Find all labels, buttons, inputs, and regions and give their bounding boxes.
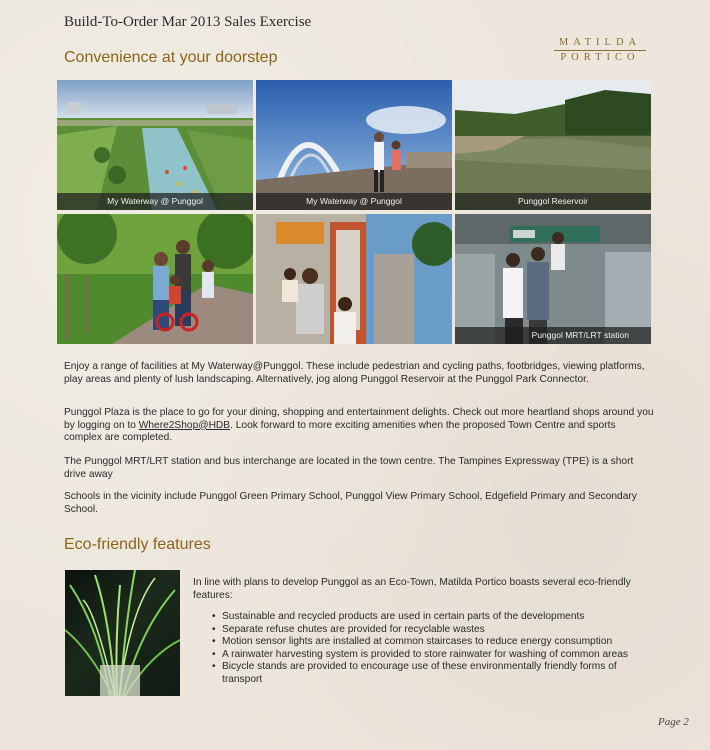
eco-feature-item: • Sustainable and recycled products are used in certain parts of the developments: [212, 611, 652, 624]
matilda-portico-logo: [554, 37, 646, 63]
waterway-aerial-image: [57, 80, 253, 210]
eco-intro-text: In line with plans to develop Punggol as an Eco-Town, Matilda Portico boasts several eco-friendly features:: [193, 577, 631, 601]
eco-feature-item: • Bicycle stands are provided to encourage use of these environmentally friendly forms of transport: [212, 661, 652, 686]
grass-plant-illustration: [65, 570, 180, 696]
photo-family-park: [57, 214, 253, 344]
family-park-image: [57, 214, 253, 344]
paragraph-transport: The Punggol MRT/LRT station and bus interchange are located in the town centre. The Tampines Expressway (TPE) is a short drive away: [64, 456, 634, 480]
logo-line-1: MATILDA: [554, 37, 646, 51]
eco-feature-item: • A rainwater harvesting system is provided to store rainwater for washing of common areas: [212, 649, 652, 662]
waterway-bridge-image: [256, 80, 452, 210]
reservoir-image: [455, 80, 651, 210]
eco-feature-item: • Separate refuse chutes are provided for recyclable wastes: [212, 624, 652, 637]
eco-feature-list: [212, 611, 652, 687]
photo-punggol-plaza: [256, 214, 452, 344]
mrt-station-image: [455, 214, 651, 344]
paragraph-waterway: Enjoy a range of facilities at My Waterway@Punggol. These include pedestrian and cycling paths, footbridges, viewing platforms, play areas and plenty of lush landscaping. Alternatively, jog along Punggol Reservoir at the Punggol Park Connector.: [64, 361, 645, 385]
where2shop-link[interactable]: Where2Shop@HDB: [138, 419, 231, 431]
photo-grid: [57, 80, 651, 344]
photo-caption: Punggol Reservoir: [455, 193, 651, 210]
page-number: Page 2: [658, 716, 689, 728]
photo-caption: My Waterway @ Punggol: [57, 193, 253, 210]
photo-punggol-reservoir: [455, 80, 651, 210]
eco-feature-item: • Motion sensor lights are installed at common staircases to reduce energy consumption: [212, 636, 652, 649]
paragraph-plaza-text-2: . Look forward to more exciting amenities when the proposed Town Centre and sports complex are completed.: [64, 419, 616, 444]
logo-line-2: PORTICO: [560, 52, 640, 63]
photo-punggol-mrt: [455, 214, 651, 344]
photo-my-waterway-2: [256, 80, 452, 210]
eco-grass-image: [65, 570, 180, 696]
paragraph-plaza-text-1: Punggol Plaza is the place to go for your dining, shopping and entertainment delights. Check out more heartland shops around you by logging on to: [64, 407, 654, 431]
photo-caption: My Waterway @ Punggol: [256, 193, 452, 210]
section-title-eco: Eco-friendly features: [64, 536, 211, 553]
photo-caption: Punggol MRT/LRT station: [455, 327, 651, 344]
section-title-convenience: Convenience at your doorstep: [64, 49, 278, 66]
paragraph-schools: Schools in the vicinity include Punggol Green Primary School, Punggol View Primary School, Edgefield Primary and Secondary School.: [64, 491, 637, 515]
page-header-title: Build-To-Order Mar 2013 Sales Exercise: [64, 14, 312, 30]
photo-my-waterway-1: [57, 80, 253, 210]
punggol-plaza-image: [256, 214, 452, 344]
paragraph-plaza: [64, 407, 654, 445]
